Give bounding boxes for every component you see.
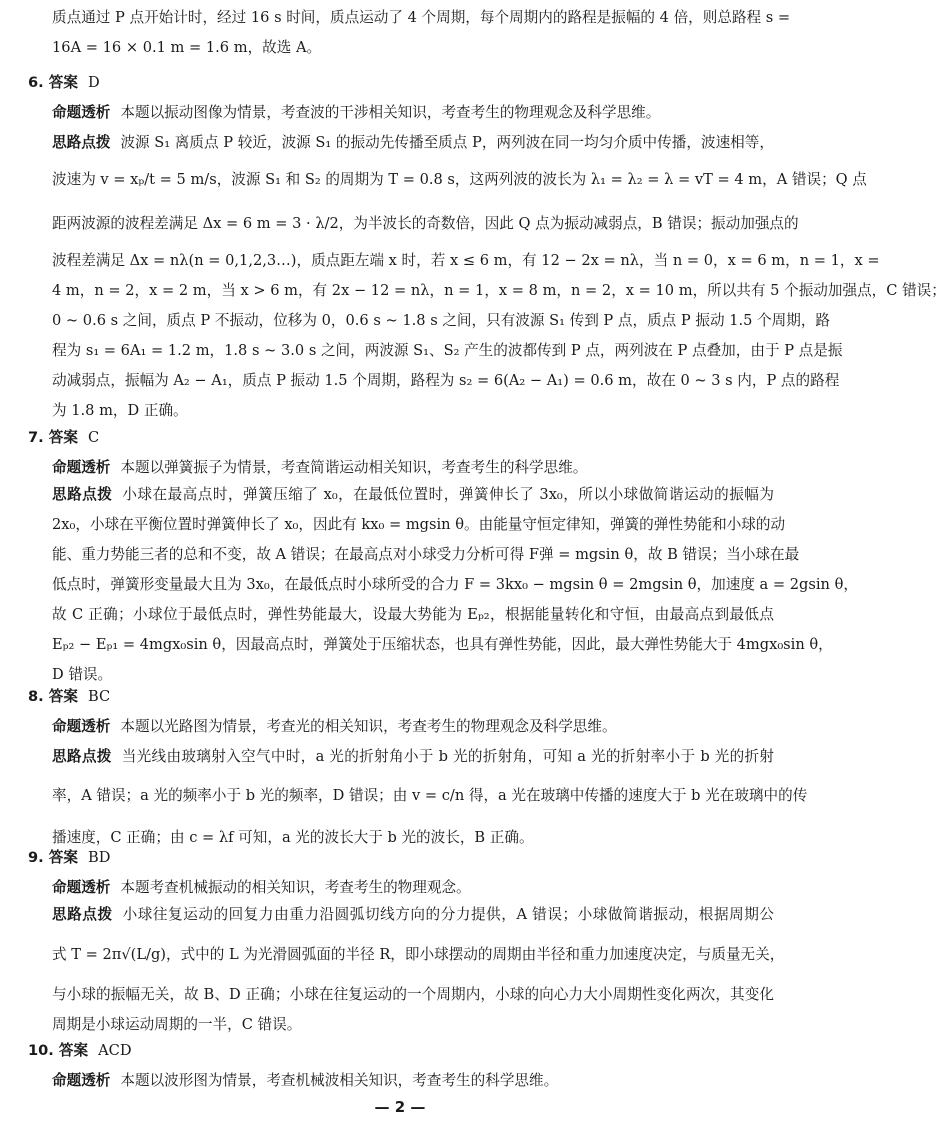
text-line: 低点时，弹簧形变量最大且为 3x₀，在最低点时小球所受的合力 F = 3kx₀ − mgsin θ = 2mgsin θ，加速度 a = 2gsin θ， bbox=[52, 576, 858, 593]
answer-label: 8. 答案 bbox=[28, 688, 78, 705]
text-line: Eₚ₂ − Eₚ₁ = 4mgx₀sin θ，因最高点时，弹簧处于压缩状态，也具有弹性势能，因此，最大弹性势能大于 4mgx₀sin θ， bbox=[52, 636, 833, 653]
text-line: 小球往复运动的回复力由重力沿圆弧切线方向的分力提供，A 错误；小球做简谐振动，根据周期公 bbox=[122, 906, 774, 923]
analysis-first-line bbox=[52, 740, 774, 774]
answer-6 bbox=[28, 73, 100, 93]
text-line: 小球在最高点时，弹簧压缩了 x₀，在最低位置时，弹簧伸长了 3x₀，所以小球做简谐运动的振幅为 bbox=[122, 486, 774, 503]
text-line: 程为 s₁ = 6A₁ = 1.2 m，1.8 s ~ 3.0 s 之间，两波源 S₁、S₂ 产生的波都传到 P 点，两列波在 P 点叠加，由于 P 点是振 bbox=[52, 342, 843, 359]
answer-label: 7. 答案 bbox=[28, 429, 78, 446]
text-line: 2x₀，小球在平衡位置时弹簧伸长了 x₀，因此有 kx₀ = mgsin θ。由能量守恒定律知，弹簧的弹性势能和小球的动 bbox=[52, 516, 786, 533]
answer-label: 10. 答案 bbox=[28, 1042, 89, 1059]
analysis-label: 思路点拨 bbox=[52, 134, 111, 151]
intro-text: 本题以振动图像为情景，考查波的干涉相关知识，考查考生的物理观念及科学思维。 bbox=[120, 104, 661, 121]
answer-label: 9. 答案 bbox=[28, 849, 78, 866]
text-line: 0 ~ 0.6 s 之间，质点 P 不振动，位移为 0，0.6 s ~ 1.8 s 之间，只有波源 S₁ 传到 P 点，质点 P 振动 1.5 个周期，路 bbox=[52, 312, 831, 329]
text-line: 4 m，n = 2，x = 2 m，当 x > 6 m，有 2x − 12 = nλ，n = 1，x = 8 m，n = 2，x = 10 m，所以共有 5 个振动加强点，C 错误； bbox=[52, 282, 946, 299]
intro-text: 本题考查机械振动的相关知识，考查考生的物理观念。 bbox=[120, 879, 471, 896]
analysis-9 bbox=[52, 900, 785, 1040]
text-line: D 错误。 bbox=[52, 666, 113, 683]
page-number: — 2 — bbox=[374, 1098, 426, 1116]
analysis-first-line bbox=[52, 900, 774, 930]
text-line: 能、重力势能三者的总和不变，故 A 错误；在最高点对小球受力分析可得 F弹 = mgsin θ，故 B 错误；当小球在最 bbox=[52, 546, 800, 563]
text-line: 波程差满足 Δx = nλ(n = 0,1,2,3…)，质点距左端 x 时，若 x ≤ 6 m，有 12 − 2x = nλ，当 n = 0，x = 6 m，n = 1，x = bbox=[52, 252, 880, 269]
text-line: 周期是小球运动周期的一半，C 错误。 bbox=[52, 1016, 302, 1033]
text-line: 为 1.8 m，D 正确。 bbox=[52, 402, 188, 419]
intro-text: 本题以弹簧振子为情景，考查简谐运动相关知识，考查考生的科学思维。 bbox=[120, 459, 588, 476]
answer-9 bbox=[28, 848, 110, 868]
intro-9 bbox=[52, 878, 471, 898]
intro-label: 命题透析 bbox=[52, 104, 111, 121]
text-line: 动减弱点，振幅为 A₂ − A₁，质点 P 振动 1.5 个周期，路程为 s₂ = 6(A₂ − A₁) = 0.6 m，故在 0 ~ 3 s 内，P 点的路程 bbox=[52, 372, 840, 389]
analysis-first-line bbox=[52, 480, 774, 510]
analysis-7 bbox=[52, 480, 858, 690]
intro-6 bbox=[52, 103, 660, 123]
analysis-6 bbox=[52, 128, 946, 426]
intro-7 bbox=[52, 458, 587, 478]
answer-value: BC bbox=[87, 688, 111, 705]
intro-label: 命题透析 bbox=[52, 459, 111, 476]
analysis-label: 思路点拨 bbox=[52, 748, 112, 765]
text-line: 率，A 错误；a 光的频率小于 b 光的频率，D 错误；由 v = c/n 得，a 光在玻璃中传播的速度大于 b 光在玻璃中的传 bbox=[52, 787, 808, 804]
q5-continuation bbox=[52, 3, 791, 63]
text-line: 式 T = 2π√(L/g)，式中的 L 为光滑圆弧面的半径 R，即小球摆动的周期由半径和重力加速度决定，与质量无关， bbox=[52, 946, 785, 963]
text-line: 与小球的振幅无关，故 B、D 正确；小球在往复运动的一个周期内，小球的向心力大小周期性变化两次，其变化 bbox=[52, 986, 774, 1003]
answer-value: BD bbox=[87, 849, 111, 866]
text-line: 波速为 v = xₚ/t = 5 m/s，波源 S₁ 和 S₂ 的周期为 T = 0.8 s，这两列波的波长为 λ₁ = λ₂ = λ = vT = 4 m，A 错误；Q 点 bbox=[52, 171, 867, 188]
answer-8 bbox=[28, 687, 110, 707]
intro-label: 命题透析 bbox=[52, 879, 111, 896]
text-line: 波源 S₁ 离质点 P 较近，波源 S₁ 的振动先传播至质点 P，两列波在同一均匀介质中传播，波速相等， bbox=[120, 134, 774, 151]
intro-text: 本题以波形图为情景，考查机械波相关知识，考查考生的科学思维。 bbox=[120, 1072, 559, 1089]
analysis-first-line bbox=[52, 128, 774, 158]
intro-label: 命题透析 bbox=[52, 718, 111, 735]
intro-10 bbox=[52, 1071, 558, 1091]
answer-value: C bbox=[87, 429, 100, 446]
intro-text: 本题以光路图为情景，考查光的相关知识，考查考生的物理观念及科学思维。 bbox=[120, 718, 617, 735]
analysis-label: 思路点拨 bbox=[52, 486, 113, 503]
text-line: 故 C 正确；小球位于最低点时，弹性势能最大，设最大势能为 Eₚ₂，根据能量转化和守恒，由最高点到最低点 bbox=[52, 606, 774, 623]
intro-label: 命题透析 bbox=[52, 1072, 111, 1089]
text-line: 播速度，C 正确；由 c = λf 可知，a 光的波长大于 b 光的波长，B 正确。 bbox=[52, 829, 534, 846]
answer-value: D bbox=[87, 74, 100, 91]
text-line: 质点通过 P 点开始计时，经过 16 s 时间，质点运动了 4 个周期，每个周期内的路程是振幅的 4 倍，则总路程 s = bbox=[52, 9, 791, 26]
analysis-label: 思路点拨 bbox=[52, 906, 113, 923]
intro-8 bbox=[52, 717, 617, 737]
analysis-8 bbox=[52, 740, 808, 858]
answer-10 bbox=[28, 1041, 132, 1061]
text-line: 16A = 16 × 0.1 m = 1.6 m，故选 A。 bbox=[52, 39, 322, 56]
text-line: 距两波源的波程差满足 Δx = 6 m = 3 · λ/2，为半波长的奇数倍，因此 Q 点为振动减弱点，B 错误；振动加强点的 bbox=[52, 215, 799, 232]
answer-7 bbox=[28, 428, 99, 448]
answer-label: 6. 答案 bbox=[28, 74, 78, 91]
answer-value: ACD bbox=[98, 1042, 132, 1059]
text-line: 当光线由玻璃射入空气中时，a 光的折射角小于 b 光的折射角，可知 a 光的折射率小于 b 光的折射 bbox=[121, 748, 774, 765]
